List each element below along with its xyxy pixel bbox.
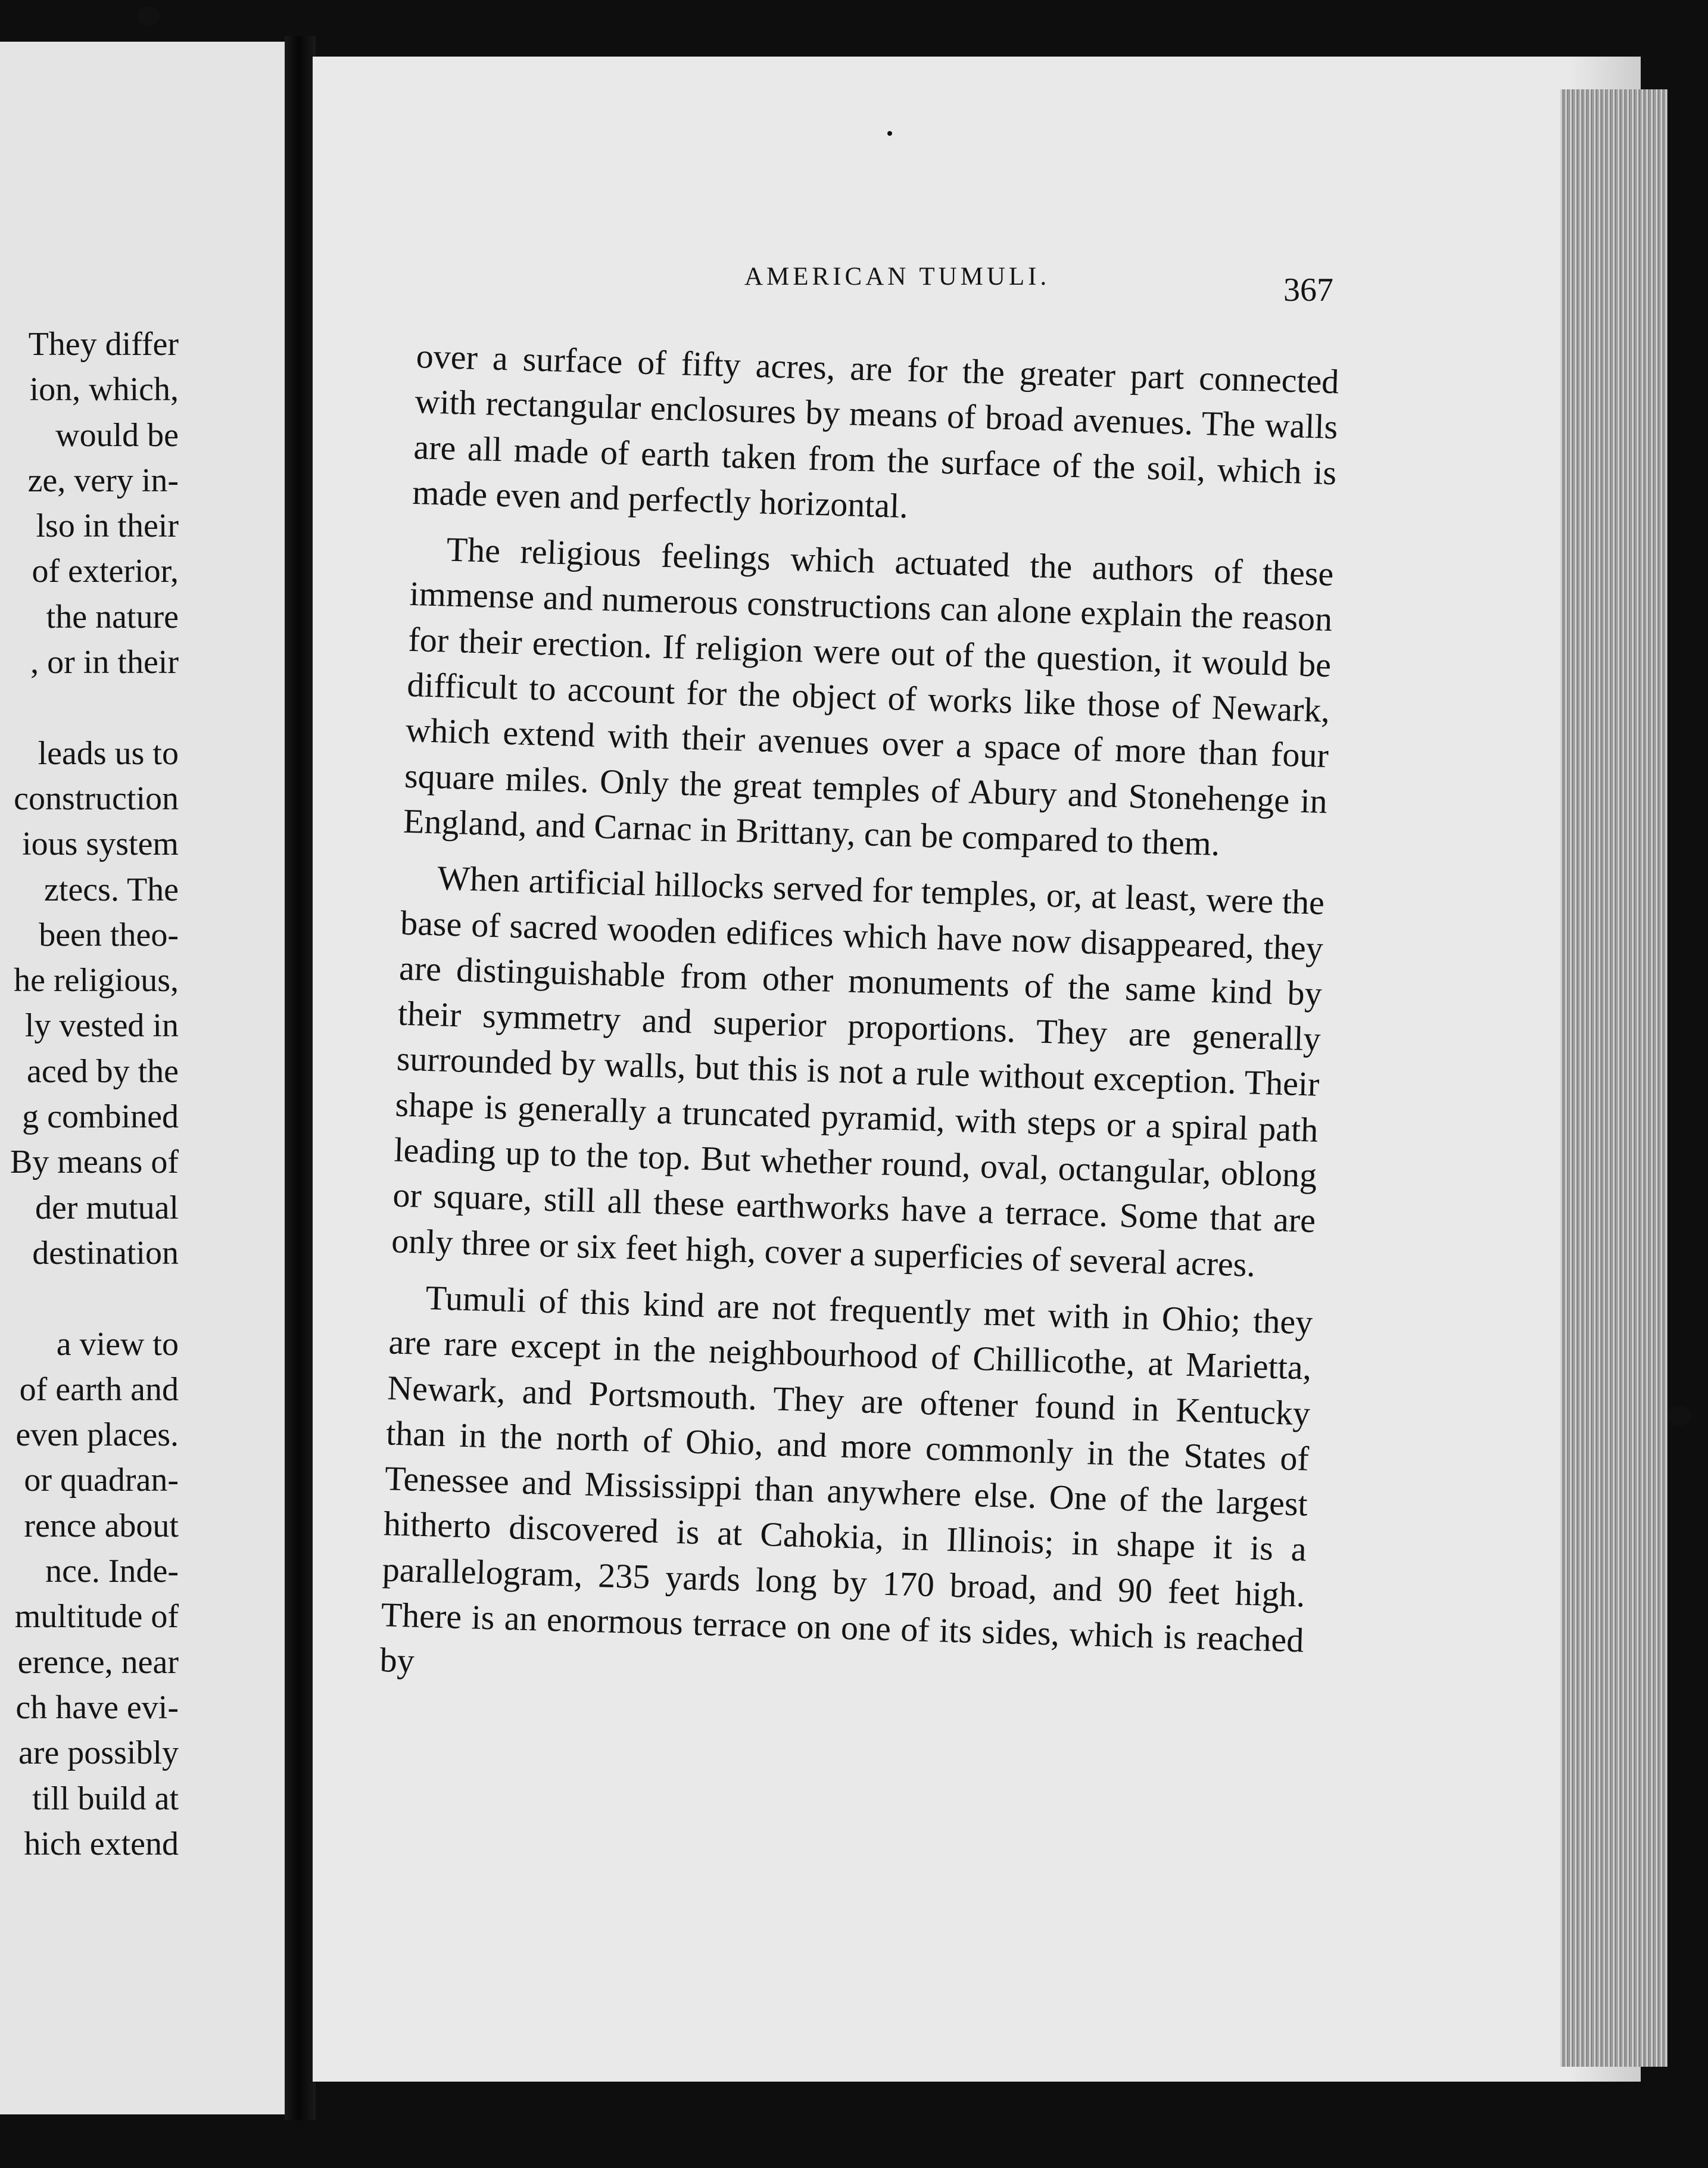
scan-speck [887, 131, 892, 136]
scan-speck [137, 6, 160, 26]
left-line: of earth and [19, 1370, 179, 1408]
running-head: AMERICAN TUMULI. [744, 263, 1051, 291]
left-line: aced by the [27, 1052, 179, 1090]
left-line: he religious, [14, 962, 179, 999]
left-line: g combined [22, 1098, 179, 1136]
left-line [0, 685, 179, 730]
left-line: nce. Inde- [45, 1553, 179, 1590]
paragraph: The religious feelings which actuated the authors of these immense and numerous constructions can alone explain the reason for their erection. If religion were out of the question, it would be difficult to account for the object of works like those of Newark, which extend with their avenues over a space of more than four square miles. Only the great temples of Abury and Stonehenge in England, and Carnac in Brittany, can be compared to them. [403, 529, 1335, 863]
left-line: ch have evi- [15, 1689, 179, 1726]
left-line: ious system [22, 826, 179, 863]
left-line: der mutual [35, 1189, 179, 1226]
left-line: hich extend [24, 1825, 179, 1862]
scan-speck [1668, 1406, 1691, 1426]
left-line: been theo- [39, 916, 179, 954]
left-line: construction [14, 780, 179, 817]
left-page [0, 42, 298, 2114]
left-line: multitude of [14, 1598, 179, 1636]
left-line: the nature [46, 598, 179, 636]
left-line [0, 1276, 179, 1321]
left-line: , or in their [30, 644, 179, 681]
left-line: By means of [10, 1144, 179, 1181]
left-line: even places. [15, 1416, 179, 1454]
left-line: ztecs. The [44, 871, 179, 908]
left-line: erence, near [17, 1643, 179, 1681]
left-line: ly vested in [24, 1007, 179, 1045]
left-line: leads us to [38, 734, 179, 772]
left-line: destination [32, 1234, 179, 1272]
page-number: 367 [1283, 272, 1333, 309]
paragraph: over a surface of fifty acres, are for the greater part connected with rectangular enclosures by means of broad avenues. The walls are all made of earth taken from the surface of the soil, which is made even and perfectly horizontal. [412, 336, 1340, 526]
paragraph: When artificial hillocks served for temples, or, at least, were the base of sacred wooden edifices which have now disappeared, they are distinguishable from other monuments of the same kind by their symmetry and superior proportions. They are generally surrounded by walls, but this is not a rule without exception. Their shape is generally a truncated pyramid, with steps or a spiral path leading up to the top. But whether round, oval, octangular, oblong or square, still all these earthworks have a terrace. Some that are only three or six feet high, cover a superficies of several acres. [391, 858, 1325, 1284]
left-line: of exterior, [32, 553, 179, 590]
page-edges [1560, 89, 1668, 2067]
book-gutter [285, 36, 316, 2120]
left-line: They differ [28, 326, 179, 363]
left-line: or quadran- [24, 1462, 179, 1499]
left-line: ion, which, [29, 371, 179, 409]
left-line: rence about [24, 1507, 179, 1544]
left-page-text [0, 322, 179, 1867]
body-text [379, 334, 1340, 1709]
left-line: ze, very in- [27, 462, 179, 499]
left-line: a view to [56, 1325, 179, 1363]
left-line: are possibly [18, 1734, 179, 1772]
left-line: lso in their [36, 507, 179, 545]
left-line: would be [55, 416, 179, 454]
left-line: till build at [32, 1780, 179, 1817]
paragraph: Tumuli of this kind are not frequently met with in Ohio; they are rare except in the neighbourhood of Chillicothe, at Marietta, Newark, and Portsmouth. They are oftener found in Kentucky than in the north of Ohio, and more commonly in the States of Tenessee and Mississippi than anywhere else. One of the largest hitherto discovered is at Cahokia, in Illinois; in shape it is a parallelogram, 235 yards long by 170 broad, and 90 feet high. There is an enormous terrace on one of its sides, which is reached by [379, 1278, 1314, 1681]
